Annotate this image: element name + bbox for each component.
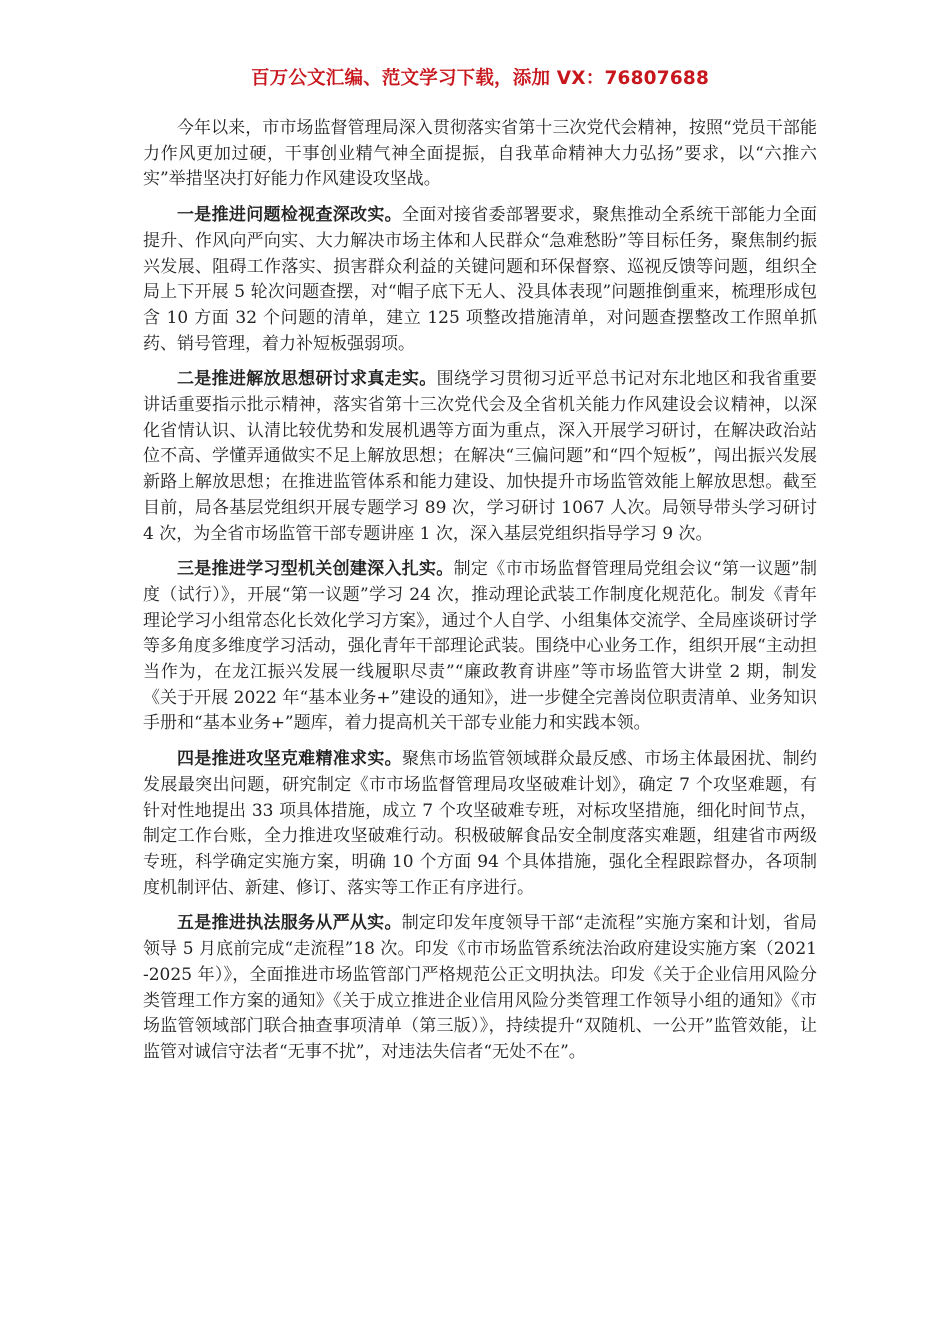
- section-heading-4: 四是推进攻坚克难精准求实。: [177, 749, 402, 770]
- section-body-3: 制定《市市场监督管理局党组会议“第一议题”制度（试行）》，开展“第一议题”学习 24 次，推动理论武装工作制度化规范化。制发《青年理论学习小组常态化长效化学习方案》，通过个人自学、小组集体交流学、全局座谈研讨学等多角度多维度学习活动，强化青年干部理论武装。围绕中心业务工作，组织开展“主动担当作为，在龙江振兴发展一线履职尽责”“廉政教育讲座”等市场监管大讲堂 2 期，制发《关于开展 2022 年“基本业务+”建设的通知》，进一步健全完善岗位职责清单、业务知识手册和“基本业务+”题库，着力提高机关干部专业能力和实践本领。: [143, 559, 817, 734]
- promo-header: 百万公文汇编、范文学习下载，添加 VX：76807688: [250, 68, 710, 89]
- section-paragraph-3: [143, 557, 817, 737]
- section-heading-2: 二是推进解放思想研讨求真走实。: [177, 369, 437, 390]
- section-heading-3: 三是推进学习型机关创建深入扎实。: [177, 559, 454, 580]
- section-body-1: 全面对接省委部署要求，聚焦推动全系统干部能力全面提升、作风向严向实、大力解决市场主体和人民群众“急难愁盼”等目标任务，聚焦制约振兴发展、阻碍工作落实、损害群众利益的关键问题和环保督察、巡视反馈等问题，组织全局上下开展 5 轮次问题查摆，对“帽子底下无人、没具体表现”问题推倒重来，梳理形成包含 10 方面 32 个问题的清单，建立 125 项整改措施清单，对问题查摆整改工作照单抓药、销号管理，着力补短板强弱项。: [143, 205, 818, 354]
- section-body-5: 制定印发年度领导干部“走流程”实施方案和计划，省局领导 5 月底前完成“走流程”18 次。印发《市市场监管系统法治政府建设实施方案（2021-2025 年）》，全面推进市场监管部门严格规范公正文明执法。印发《关于企业信用风险分类管理工作方案的通知》《关于成立推进企业信用风险分类管理工作领导小组的通知》《市场监管领域部门联合抽查事项清单（第三版）》，持续提升“双随机、一公开”监管效能，让监管对诚信守法者“无事不扰”，对违法失信者“无处不在”。: [143, 913, 817, 1062]
- document-page: [143, 62, 817, 1076]
- section-paragraph-5: [143, 911, 817, 1065]
- section-body-2: 围绕学习贯彻习近平总书记对东北地区和我省重要讲话重要指示批示精神，落实省第十三次党代会及全省机关能力作风建设会议精神，以深化省情认识、认清比较优势和发展机遇等方面为重点，深入开展学习研讨，在解决政治站位不高、学懂弄通做实不足上解放思想；在解决“三偏问题”和“四个短板”，闯出振兴发展新路上解放思想；在推进监管体系和能力建设、加快提升市场监管效能上解放思想。截至目前，局各基层党组织开展专题学习 89 次，学习研讨 1067 人次。局领导带头学习研讨 4 次，为全省市场监管干部专题讲座 1 次，深入基层党组织指导学习 9 次。: [143, 369, 818, 544]
- section-body-4: 聚焦市场监管领域群众最反感、市场主体最困扰、制约发展最突出问题，研究制定《市市场监督管理局攻坚破难计划》，确定 7 个攻坚难题，有针对性地提出 33 项具体措施，成立 7 个攻坚破难专班，对标攻坚措施，细化时间节点，制定工作台账，全力推进攻坚破难行动。积极破解食品安全制度落实难题，组建省市两级专班，科学确定实施方案，明确 10 个方面 94 个具体措施，强化全程跟踪督办，各项制度机制评估、新建、修订、落实等工作正有序进行。: [143, 749, 818, 898]
- section-heading-5: 五是推进执法服务从严从实。: [177, 913, 402, 934]
- section-paragraph-4: [143, 747, 817, 901]
- section-paragraph-2: [143, 367, 817, 547]
- section-paragraph-1: [143, 203, 817, 357]
- intro-paragraph: 今年以来，市市场监督管理局深入贯彻落实省第十三次党代会精神，按照“党员干部能力作风更加过硬，干事创业精气神全面提振，自我革命精神大力弘扬”要求，以“六推六实”举措坚决打好能力作风建设攻坚战。: [143, 118, 817, 190]
- section-heading-1: 一是推进问题检视查深改实。: [177, 205, 402, 226]
